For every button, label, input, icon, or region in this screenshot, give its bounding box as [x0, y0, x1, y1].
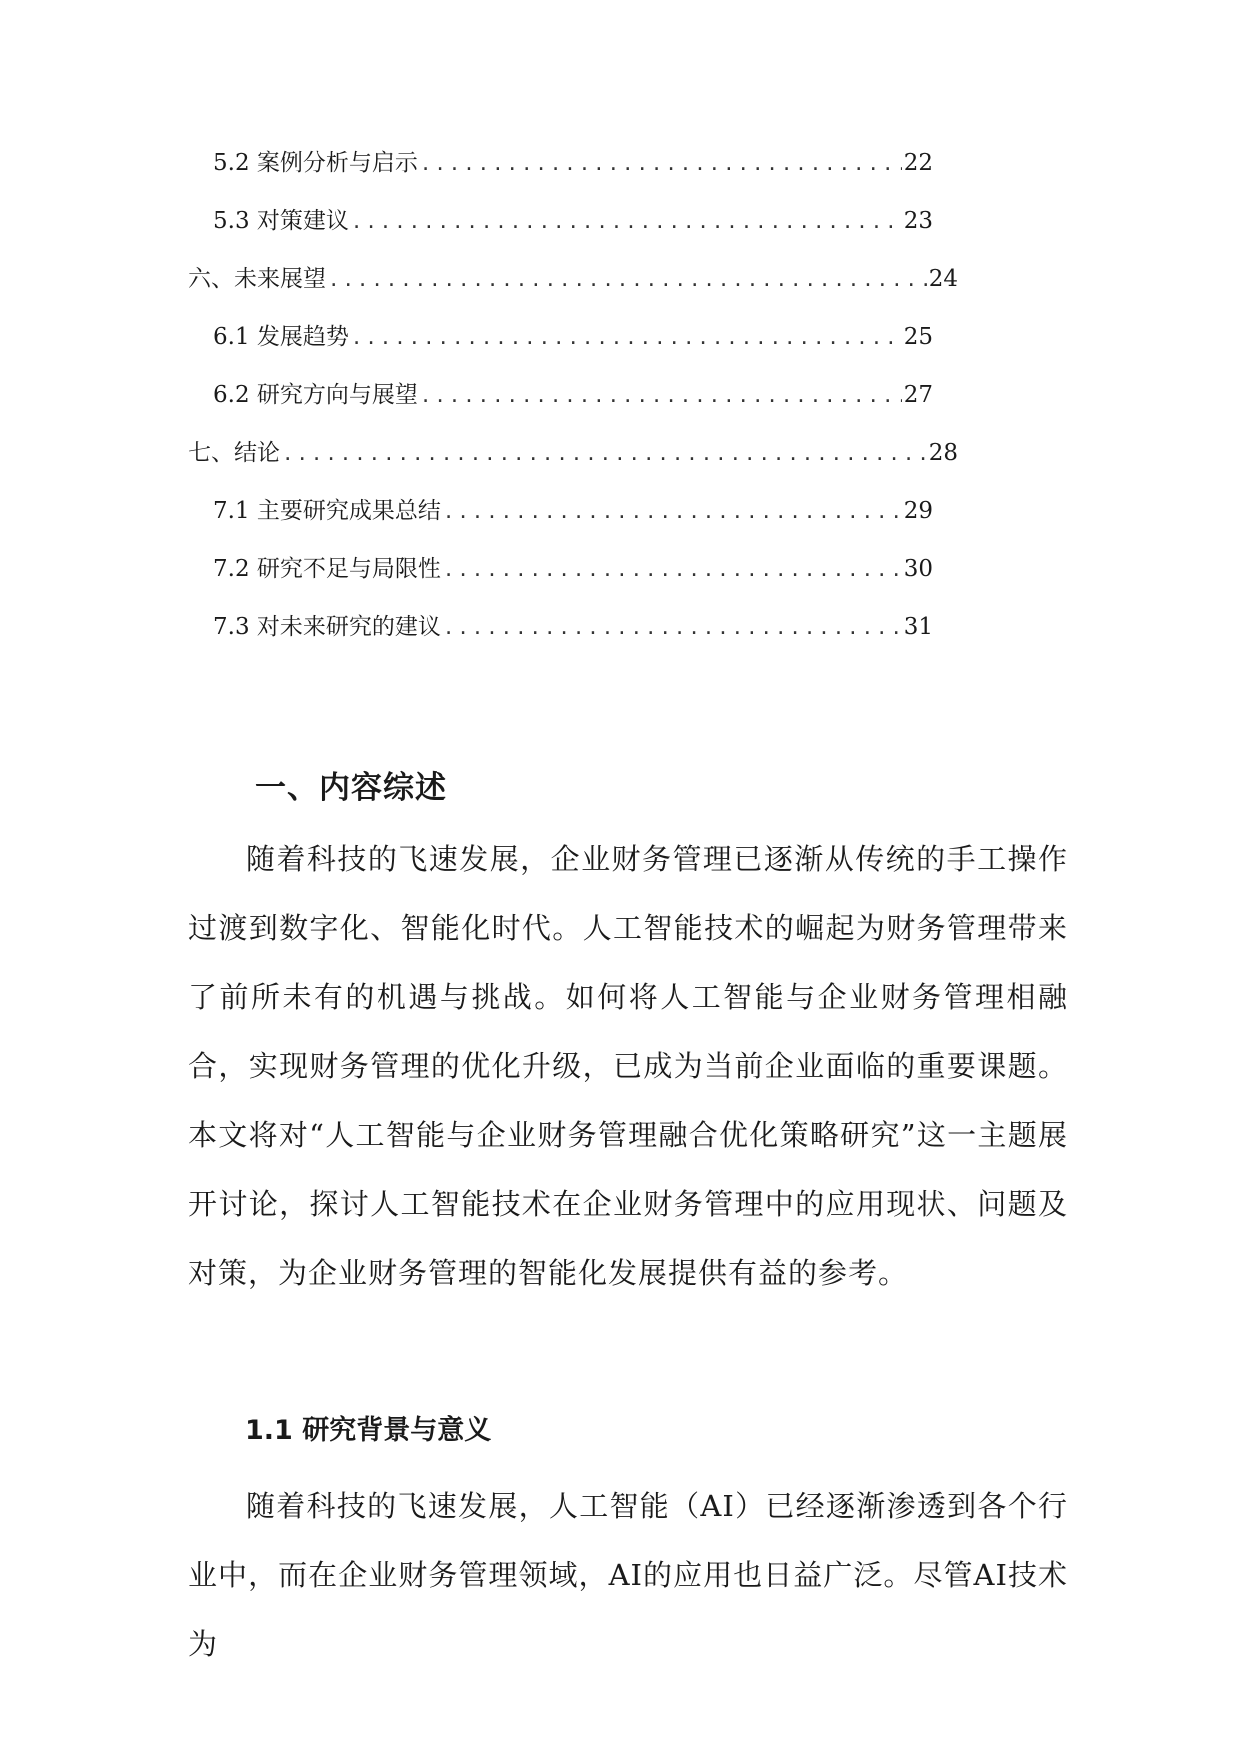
toc-entry-label: 六、未来展望 [188, 266, 326, 292]
subsection-paragraph: 随着科技的飞速发展，人工智能（AI）已经逐渐渗透到各个行业中，而在企业财务管理领域，AI的应用也日益广泛。尽管AI技术为 [188, 1489, 1068, 1661]
toc-leader-dots [349, 323, 902, 353]
toc-entry[interactable] [213, 554, 933, 584]
toc-entry-label: 6.1 发展趋势 [213, 324, 349, 350]
toc-entry-page: 27 [903, 382, 933, 408]
toc-entry-page: 23 [903, 208, 933, 234]
toc-entry[interactable] [188, 264, 958, 294]
toc-entry-label: 5.3 对策建议 [213, 208, 349, 234]
toc-entry[interactable] [213, 496, 933, 526]
toc-entry[interactable] [213, 206, 933, 236]
toc-leader-dots [349, 207, 902, 237]
toc-entry-page: 28 [928, 440, 958, 466]
toc-leader-dots [441, 613, 902, 643]
toc-entry-label: 7.3 对未来研究的建议 [213, 614, 441, 640]
toc-entry[interactable] [213, 380, 933, 410]
toc-leader-dots [326, 265, 927, 295]
toc-entry-label: 七、结论 [188, 440, 280, 466]
toc-entry-label: 7.1 主要研究成果总结 [213, 498, 441, 524]
section-paragraph: 随着科技的飞速发展，企业财务管理已逐渐从传统的手工操作过渡到数字化、智能化时代。人工智能技术的崛起为财务管理带来了前所未有的机遇与挑战。如何将人工智能与企业财务管理相融合，实现财务管理的优化升级，已成为当前企业面临的重要课题。本文将对“人工智能与企业财务管理融合优化策略研究”这一主题展开讨论，探讨人工智能技术在企业财务管理中的应用现状、问题及对策，为企业财务管理的智能化发展提供有益的参考。 [188, 842, 1068, 1290]
toc-leader-dots [418, 381, 902, 411]
toc-entry[interactable] [188, 438, 958, 468]
toc-entry-label: 7.2 研究不足与局限性 [213, 556, 441, 582]
toc-entry-page: 30 [903, 556, 933, 582]
toc-leader-dots [441, 555, 902, 585]
toc-entry[interactable] [213, 148, 933, 178]
toc-entry-page: 24 [928, 266, 958, 292]
toc-entry-page: 22 [903, 150, 933, 176]
toc-leader-dots [418, 149, 902, 179]
toc-entry[interactable] [213, 322, 933, 352]
toc-entry-label: 6.2 研究方向与展望 [213, 382, 418, 408]
toc-entry-page: 25 [903, 324, 933, 350]
toc-leader-dots [441, 497, 902, 527]
toc-leader-dots [280, 439, 927, 469]
toc-entry-page: 31 [903, 614, 933, 640]
section-heading: 一、内容综述 [255, 770, 447, 806]
subsection-heading: 1.1 研究背景与意义 [245, 1415, 492, 1446]
toc-entry[interactable] [213, 612, 933, 642]
toc-entry-page: 29 [903, 498, 933, 524]
toc-entry-label: 5.2 案例分析与启示 [213, 150, 418, 176]
